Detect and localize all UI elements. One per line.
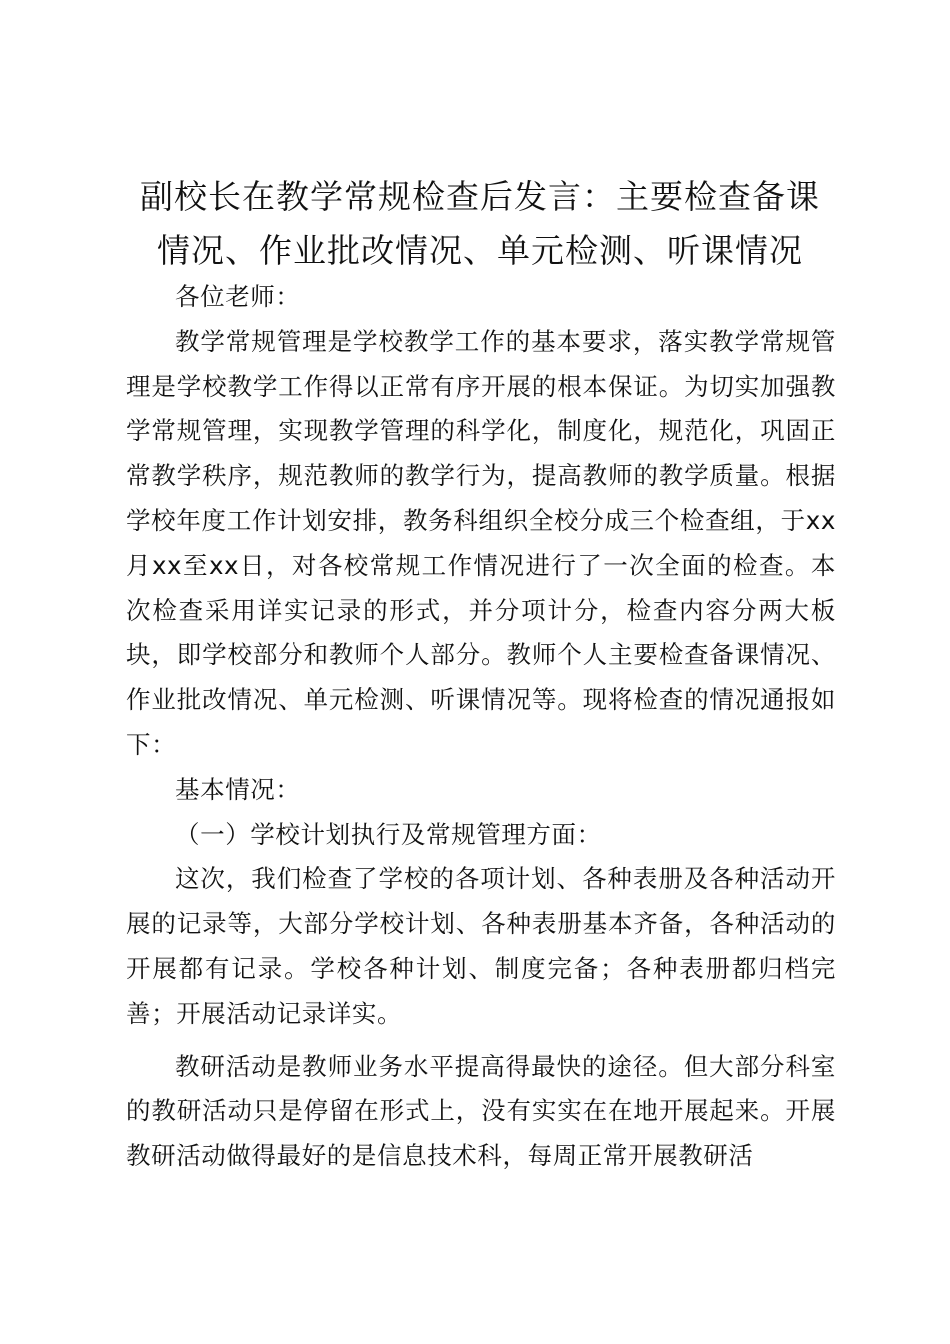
salutation: 各位老师： [175, 282, 301, 311]
document-body [126, 275, 836, 1179]
heading-section-one: （一）学校计划执行及常规管理方面： [175, 819, 602, 849]
document-title [120, 170, 840, 278]
paragraph-teaching-research: 教研活动是教师业务水平提高得最快的途径。但大部分科室的教研活动只是停留在形式上，没有实实在在地开展起来。开展教研活动做得最好的是信息技术科，每周正常开展教研活 [126, 1051, 836, 1171]
heading-basic-situation: 基本情况： [175, 774, 301, 804]
title-line-1: 副校长在教学常规检查后发言：主要检查备课 [140, 177, 820, 216]
paragraph-intro: 教学常规管理是学校教学工作的基本要求，落实教学常规管理是学校教学工作得以正常有序开展的根本保证。为切实加强教学常规管理，实现教学管理的科学化，制度化，规范化，巩固正常教学秩序，规范教师的教学行为，提高教师的教学质量。根据学校年度工作计划安排，教务科组织全校分成三个检查组，于xx月xx至xx日，对各校常规工作情况进行了一次全面的检查。本次检查采用详实记录的形式，并分项计分，检查内容分两大板块，即学校部分和教师个人部分。教师个人主要检查备课情况、作业批改情况、单元检测、听课情况等。现将检查的情况通报如下： [126, 326, 836, 759]
title-line-2: 情况、作业批改情况、单元检测、听课情况 [157, 231, 803, 270]
paragraph-plans-records: 这次，我们检查了学校的各项计划、各种表册及各种活动开展的记录等，大部分学校计划、各种表册基本齐备，各种活动的开展都有记录。学校各种计划、制度完备；各种表册都归档完善；开展活动记录详实。 [126, 864, 836, 1028]
